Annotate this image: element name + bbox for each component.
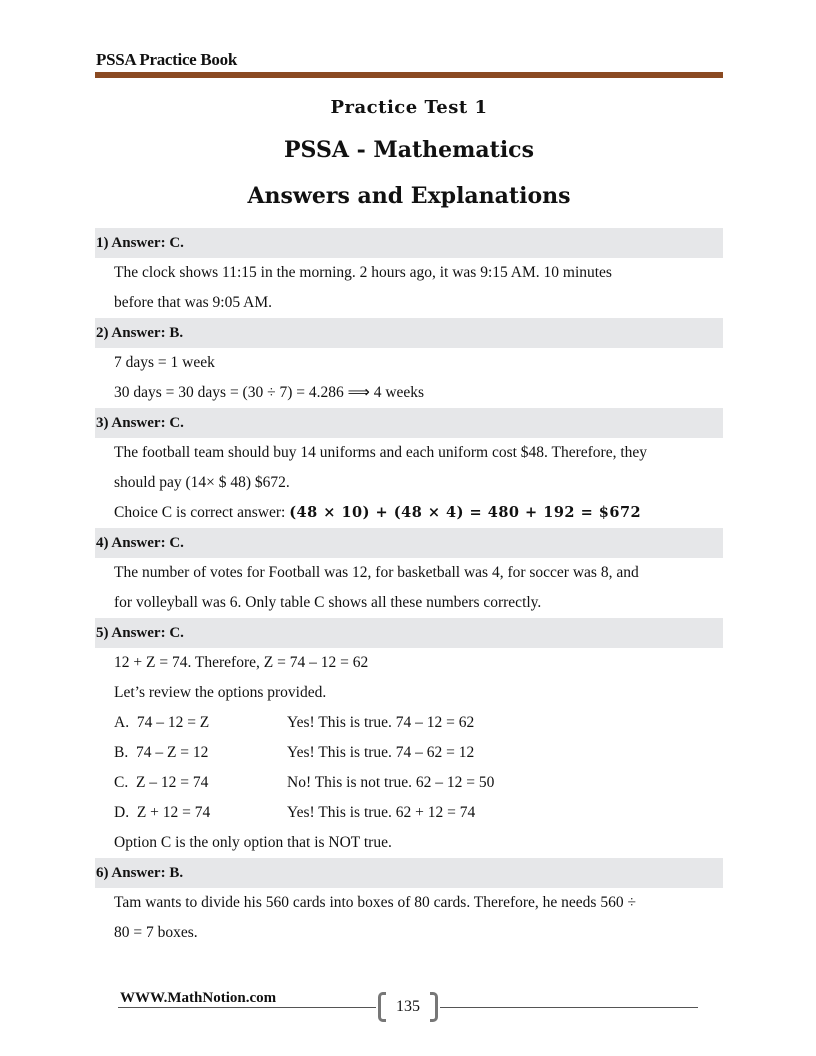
subject-title: PSSA - Mathematics xyxy=(284,137,534,163)
option-row xyxy=(95,798,723,828)
section-title: Answers and Explanations xyxy=(247,183,571,209)
option-verdict: Yes! This is true. 62 + 12 = 74 xyxy=(287,804,476,821)
option-verdict: Yes! This is true. 74 – 12 = 62 xyxy=(287,714,475,731)
choice-label: Choice C is correct answer: xyxy=(114,504,290,521)
explanation-line: 7 days = 1 week xyxy=(114,354,215,371)
answer-heading-1: 1) Answer: C. xyxy=(95,228,723,258)
option-row xyxy=(95,738,723,768)
answer-heading-4: 4) Answer: C. xyxy=(95,528,723,558)
footer-rule-right xyxy=(440,1007,698,1008)
option-row xyxy=(95,768,723,798)
explanation-line: The number of votes for Football was 12, for basketball was 4, for soccer was 8, and xyxy=(114,564,639,581)
explanation-line: should pay (14× $ 48) $672. xyxy=(114,474,290,491)
running-head: PSSA Practice Book xyxy=(96,50,237,69)
page-number-box xyxy=(376,992,440,1022)
option-equation: D. Z + 12 = 74 xyxy=(114,804,211,821)
explanation-line: 30 days = 30 days = (30 ÷ 7) = 4.286 ⟹ 4 weeks xyxy=(114,384,425,401)
explanation-line: Tam wants to divide his 560 cards into boxes of 80 cards. Therefore, he needs 560 ÷ xyxy=(114,894,636,911)
explanation-line: for volleyball was 6. Only table C shows all these numbers correctly. xyxy=(114,594,542,611)
answer-heading-3: 3) Answer: C. xyxy=(95,408,723,438)
explanation-line: The clock shows 11:15 in the morning. 2 hours ago, it was 9:15 AM. 10 minutes xyxy=(114,264,612,281)
explanation-line: The football team should buy 14 uniforms and each uniform cost $48. Therefore, they xyxy=(114,444,648,461)
option-equation: A. 74 – 12 = Z xyxy=(114,714,210,731)
explanation-line: 80 = 7 boxes. xyxy=(114,924,198,941)
footer-website: WWW.MathNotion.com xyxy=(120,990,277,1006)
answer-heading-6: 6) Answer: B. xyxy=(95,858,723,888)
option-equation: B. 74 – Z = 12 xyxy=(114,744,209,761)
test-title: Practice Test 1 xyxy=(330,97,488,118)
conclusion-line: Option C is the only option that is NOT true. xyxy=(114,834,392,851)
option-equation: C. Z – 12 = 74 xyxy=(114,774,209,791)
title-block xyxy=(95,94,723,212)
page-number: 135 xyxy=(396,998,420,1015)
choice-line xyxy=(95,498,723,528)
explanation-line: Let’s review the options provided. xyxy=(114,684,327,701)
left-bracket-icon xyxy=(378,992,386,1022)
option-verdict: Yes! This is true. 74 – 62 = 12 xyxy=(287,744,475,761)
right-bracket-icon xyxy=(430,992,438,1022)
header-rule xyxy=(95,72,723,78)
choice-math: (48 × 10) + (48 × 4) = 480 + 192 = $672 xyxy=(289,504,642,521)
option-verdict: No! This is not true. 62 – 12 = 50 xyxy=(287,774,495,791)
answer-heading-2: 2) Answer: B. xyxy=(95,318,723,348)
footer-rule-left xyxy=(118,1007,376,1008)
explanation-line: before that was 9:05 AM. xyxy=(114,294,272,311)
answers-list xyxy=(95,228,723,948)
option-row xyxy=(95,708,723,738)
answer-heading-5: 5) Answer: C. xyxy=(95,618,723,648)
explanation-line: 12 + Z = 74. Therefore, Z = 74 – 12 = 62 xyxy=(114,654,369,671)
